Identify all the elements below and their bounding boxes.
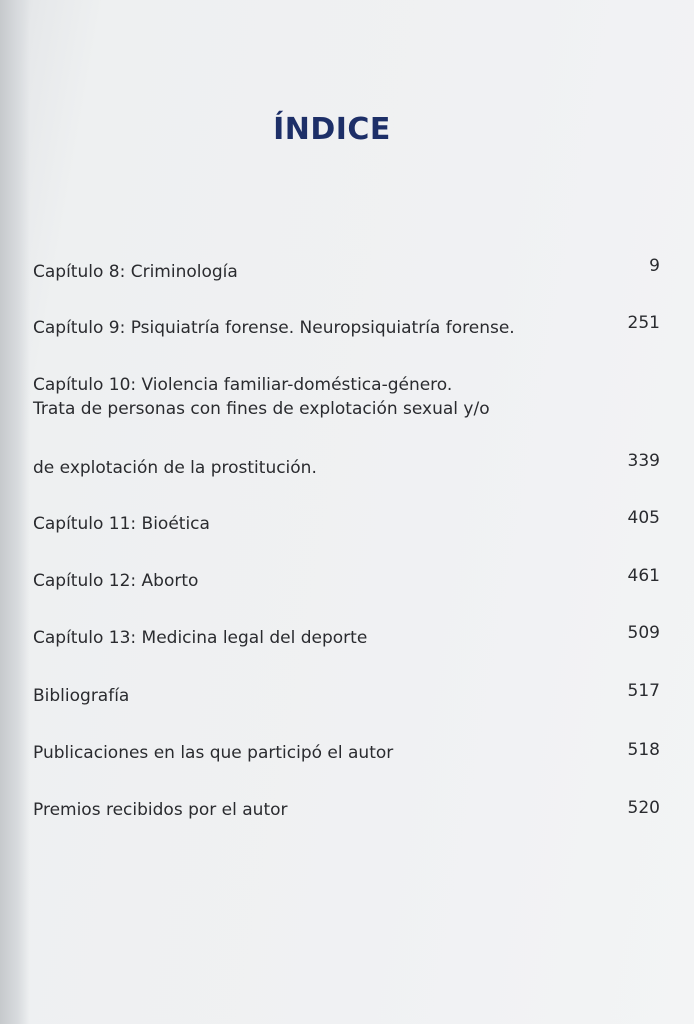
toc-page-chapter-8: 9 [649,256,660,276]
toc-page-chapter-9: 251 [627,313,660,333]
toc-entry-awards: Premios recibidos por el autor [33,800,288,820]
toc-entry-chapter-8: Capítulo 8: Criminología [33,262,238,282]
toc-entry-chapter-11: Capítulo 11: Bioética [33,514,210,534]
toc-page-bibliography: 517 [627,681,660,701]
toc-entry-bibliography: Bibliografía [33,686,130,706]
toc-entry-chapter-13: Capítulo 13: Medicina legal del deporte [33,628,368,648]
page-title-text: ÍNDICE [273,112,391,147]
toc-entry-chapter-10-line-1: Capítulo 10: Violencia familiar-doméstica-género. [33,375,453,395]
toc-page-chapter-10: 339 [627,451,660,471]
toc-page-awards: 520 [627,798,660,818]
toc-entry-chapter-10-line-3: de explotación de la prostitución. [33,458,317,478]
toc-entry-chapter-12: Capítulo 12: Aborto [33,571,199,591]
toc-entry-chapter-10-line-2: Trata de personas con fines de explotación sexual y/o [33,399,490,419]
toc-entry-publications: Publicaciones en las que participó el autor [33,743,394,763]
toc-entry-chapter-9: Capítulo 9: Psiquiatría forense. Neuropsiquiatría forense. [33,318,515,338]
toc-page-chapter-13: 509 [627,623,660,643]
toc-page-publications: 518 [627,740,660,760]
toc-page-chapter-12: 461 [627,566,660,586]
toc-page-chapter-11: 405 [627,508,660,528]
